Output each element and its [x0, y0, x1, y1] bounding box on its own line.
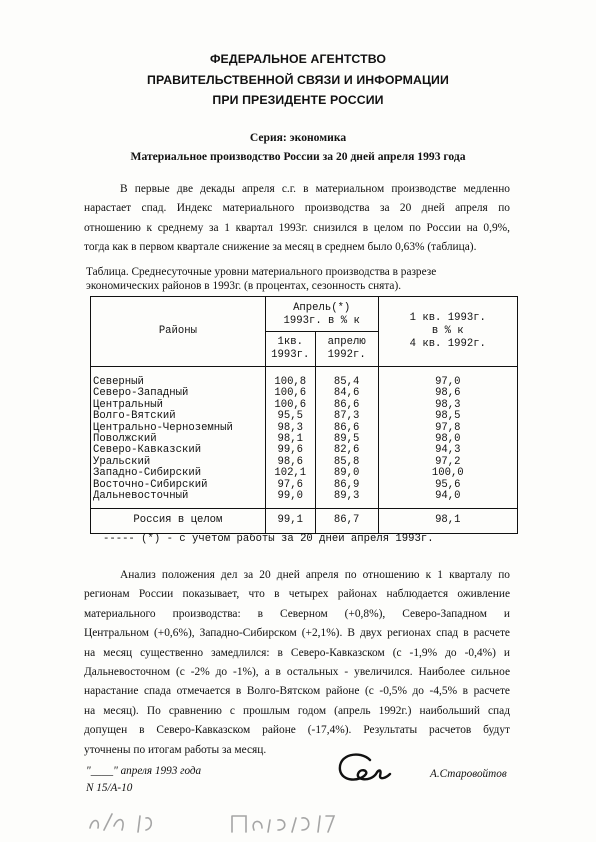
table-row-value: 85,4: [333, 376, 360, 388]
table-row-region: Волго-Вятский: [93, 410, 176, 423]
total-q1-value: 99,1: [265, 509, 315, 534]
table-row-region: Центрально-Черноземный: [93, 421, 233, 434]
agency-name-line-1: ФЕДЕРАЛЬНОЕ АГЕНТСТВО: [209, 52, 387, 66]
table-row-value: 100,0: [431, 467, 464, 480]
table-row-region: Уральский: [93, 455, 151, 468]
table-row-value: 87,3: [333, 410, 360, 423]
intro-line: тогда как в первом квартале снижение за месяц в среднем было 0,63% (таблица).: [84, 241, 477, 254]
april-header-line: Апрель(*): [293, 302, 351, 314]
table-caption: [86, 266, 516, 293]
document-date: "____" апреля 1993 года: [86, 765, 202, 777]
april-column-header: [265, 297, 378, 332]
table-row-region: Поволжский: [93, 432, 157, 445]
analysis-line: допущен в Северо-Кавказском районе (-17,4%). Результаты расчетов будут: [84, 724, 510, 737]
regions-column-header: Районы: [91, 297, 266, 367]
table-row-value: 97,6: [277, 478, 303, 491]
total-april-value: 86,7: [315, 509, 378, 534]
q1-1993-subheader: [265, 332, 315, 367]
table-row-value: 99,0: [277, 489, 303, 502]
table-row-value: 86,6: [333, 398, 360, 411]
production-table: [90, 296, 518, 534]
table-row-value: 100,6: [274, 387, 307, 400]
analysis-line: регионам России показывает, что в четырех районах наблюдается оживление: [84, 588, 510, 601]
table-row-value: 94,0: [435, 489, 461, 502]
table-caption-line: Таблица. Среднесуточные уровни материального производства в разрезе: [86, 266, 437, 278]
q1-column-header: [378, 297, 517, 367]
table-row-value: 98,1: [277, 432, 303, 445]
table-row-value: 98,6: [277, 455, 303, 468]
table-row-value: 97,2: [435, 455, 461, 468]
table-footnote: ----- (*) - с учетом работы за 20 дней апреля 1993г.: [103, 533, 434, 545]
table-caption-line: экономических районов в 1993г. (в процентах, сезонность снята).: [86, 279, 402, 292]
table-row-value: 94,3: [435, 444, 461, 457]
table-row-value: 82,6: [333, 444, 360, 457]
april-1992-subheader: [315, 332, 378, 367]
table-row-region: Северо-Западный: [93, 387, 189, 400]
q1-header-line: 1 кв. 1993г.: [409, 312, 486, 324]
table-row-value: 95,5: [277, 410, 303, 423]
table-row-value: 84,6: [333, 387, 360, 400]
q1-header-line: 4 кв. 1992г.: [409, 338, 486, 350]
handwritten-note: [82, 806, 352, 836]
table-row-value: 98,3: [277, 421, 303, 434]
analysis-line: уточнены по итогам работы за месяц.: [84, 743, 267, 756]
subheader-line: 1992г.: [327, 349, 366, 361]
intro-line: нарастает спад. Индекс материального производства за 20 дней апреля по: [84, 202, 510, 215]
april-header-line: 1993г. в % к: [283, 315, 360, 327]
subheader-line: 1993г.: [271, 349, 310, 361]
table-row-value: 95,6: [435, 478, 461, 491]
table-row-value: 86,9: [333, 478, 360, 491]
q1-header-line: в % к: [431, 325, 464, 337]
analysis-line: нарастание спада отмечается в Волго-Вятском районе (с -0,5% до -4,5% в расчете: [84, 685, 510, 698]
series-label: Серия: экономика: [249, 131, 347, 144]
q4-values-column: [378, 367, 517, 509]
analysis-line: Дальневосточном (с -2% до -1%), а в остальных - увеличился. Наиболее сильное: [84, 665, 510, 678]
table-row-value: 99,6: [277, 444, 303, 457]
signatory-name: А.Старовойтов: [430, 768, 507, 780]
agency-name-line-2: ПРАВИТЕЛЬСТВЕННОЙ СВЯЗИ И ИНФОРМАЦИИ: [147, 73, 449, 87]
analysis-line: Анализ положения дел за 20 дней апреля по отношению к 1 кварталу по: [120, 569, 510, 581]
table-row-region: Западно-Сибирский: [93, 467, 202, 480]
table-row-value: 98,5: [435, 410, 461, 423]
table-row-region: Северо-Кавказский: [93, 444, 202, 457]
analysis-line: материального производства: в Северном (+0,8%), Северо-Западном и: [84, 607, 510, 620]
subheader-line: апрелю: [327, 336, 366, 348]
table-row-region: Дальневосточный: [93, 489, 189, 502]
analysis-line: на месяц). По сравнению с прошлым годом (апрель 1992г.) наибольший спад: [84, 704, 510, 717]
table-row-region: Центральный: [93, 398, 163, 411]
table-row-value: 89,5: [333, 432, 360, 445]
total-region: Россия в целом: [91, 509, 266, 534]
signature-mark: [330, 748, 396, 790]
table-row-value: 102,1: [274, 467, 307, 480]
table-row-region: Северный: [93, 376, 144, 388]
analysis-line: на месяц существенно замедлился: в Северо-Кавказском (с -1,9% до -0,4%) и: [84, 646, 510, 659]
region-names-column: [91, 367, 266, 509]
table-row-value: 89,3: [333, 489, 360, 502]
table-row-region: Восточно-Сибирский: [93, 478, 208, 491]
analysis-line: Центральном (+0,6%), Западно-Сибирском (+2,1%). В двух регионах спад в расчете: [84, 627, 510, 640]
table-row-value: 89,0: [333, 467, 360, 480]
table-row-value: 98,3: [435, 398, 461, 411]
q1-values-column: [265, 367, 315, 509]
april-values-column: [315, 367, 378, 509]
table-row-value: 98,0: [435, 432, 461, 445]
table-row-value: 100,8: [274, 376, 307, 388]
agency-name-line-3: ПРИ ПРЕЗИДЕНТЕ РОССИИ: [212, 93, 384, 107]
table-row-value: 98,6: [435, 387, 461, 400]
document-title: Материальное производство России за 20 дней апреля 1993 года: [130, 150, 466, 163]
subheader-line: 1кв.: [277, 336, 303, 348]
table-row-value: 85,8: [333, 455, 360, 468]
table-row-value: 100,6: [274, 398, 307, 411]
intro-paragraph: [84, 180, 510, 258]
analysis-paragraph: [84, 566, 510, 760]
intro-line: отношению к среднему за 1 квартал 1993г. снизился в целом по России на 0,9%,: [84, 221, 510, 234]
table-row-value: 97,8: [435, 421, 461, 434]
table-row-value: 97,0: [435, 376, 461, 388]
document-number: N 15/А-10: [86, 782, 133, 794]
total-q4-value: 98,1: [378, 509, 517, 534]
table-row-value: 86,6: [333, 421, 360, 434]
intro-line: В первые две декады апреля с.г. в материальном производстве медленно: [120, 183, 510, 195]
